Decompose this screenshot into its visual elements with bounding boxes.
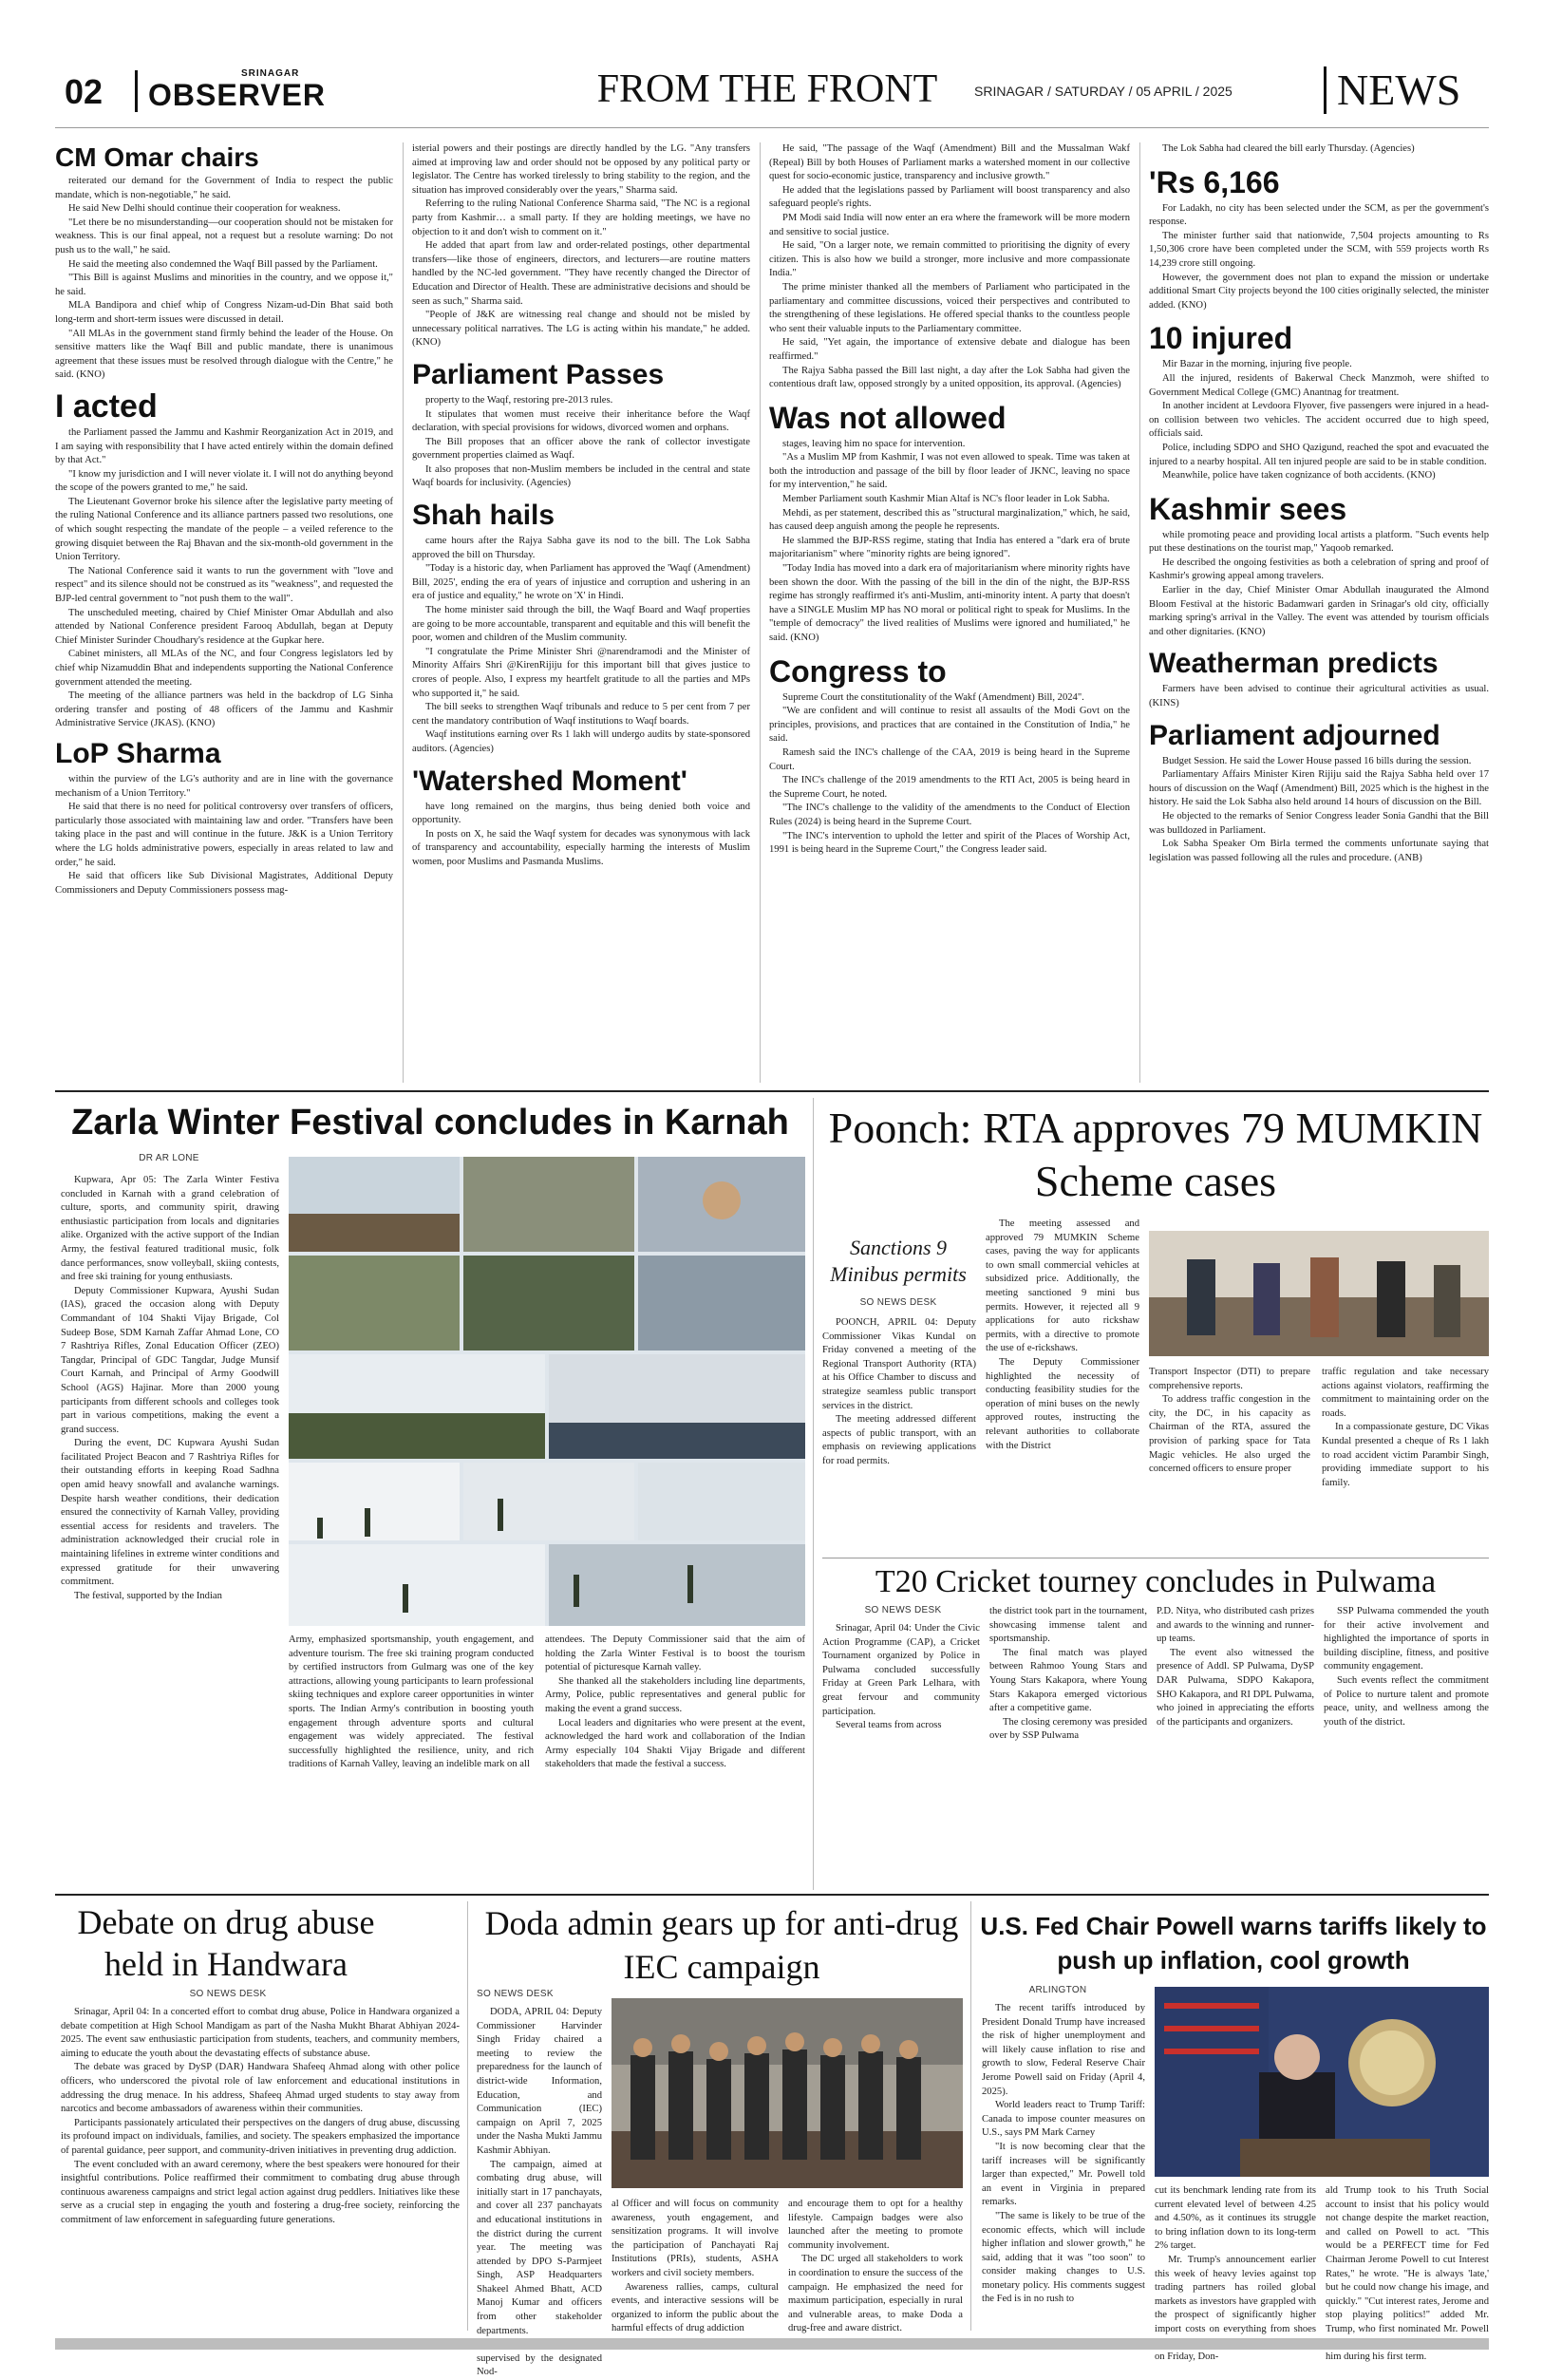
paragraph: The DC urged all stakeholders to work in coordination to ensure the success of the campaign. He emphasized the need for maximum participation, especially in rural and vulnerable areas, to make Doda a drug-free and aware district. [788, 2254, 963, 2334]
paragraph: stages, leaving him no space for intervention. [782, 438, 966, 449]
paragraph: The meeting assessed and approved 79 MUMKIN Scheme cases, paving the way for applicants to own small commercial vehicles at subsidized price. Additionally, the meeting sanctioned 9 mini bus permits. However, it rejected all 9 applications for auto rickshaw permits, with a directive to promote the use of e-rickshaws. [986, 1218, 1139, 1354]
story-congress-to [769, 691, 1130, 858]
headline-congress-to: Congress to [769, 653, 947, 689]
doda-column-a [477, 2006, 602, 2378]
paragraph: cut its benchmark lending rate from its current elevated level of between 4.25 and 4.50%, as it continues its struggle to bring inflation down to its long-term 2% target. [1155, 2185, 1316, 2252]
paragraph: The INC's challenge of the 2019 amendments to the RTI Act, 2005 is being heard in the Supreme Court, he noted. [769, 775, 1130, 800]
headline-powell: U.S. Fed Chair Powell warns tariffs likely to push up inflation, cool growth [980, 1912, 1487, 1974]
headline-parliament-adjourned: Parliament adjourned [1149, 719, 1440, 751]
paragraph: Deputy Commissioner Kupwara, Ayushi Sudan (IAS), graced the occasion along with Deputy Commandant of 104 Shakti Vijay Brigade, Col Sudeep Bose, SDM Karnah Zaffar Ahmad Lone, CO 7 Rashtriya Rifles, Zonal Education Officer (ZEO) Tangdar, Principal of GDC Tangdar, Judge Munsif Court Karnah, and Principal of Army Goodwill School (AGS) Hajinar. More than 2000 young participants from different schools and colleges took part in various competitions, making the event a grand success. [61, 1285, 279, 1435]
powell-column-a [982, 2002, 1145, 2329]
paragraph: Such events reflect the commitment of Police to nurture talent and promote peace, unity, and wellness among the youth of the district. [1324, 1674, 1489, 1728]
story-rs-6166 [1149, 202, 1489, 313]
powell-photo [1155, 1987, 1489, 2177]
story-i-acted [55, 426, 393, 731]
headline-t20: T20 Cricket tourney concludes in Pulwama [875, 1564, 1437, 1599]
paragraph: The debate was graced by DySP (DAR) Handwara Shafeeq Ahmad along with other police officers, who underscored the pivotal role of law enforcement and educational institutions in addressing the drug menace. In his address, Shafeeq Ahmad urged students to stay away from narcotics and become ambassadors of awareness within their communities. [61, 2062, 460, 2115]
footer-bar [55, 2338, 1489, 2350]
headline-cm-omar: CM Omar chairs [55, 142, 259, 172]
story-parliament-passes [412, 394, 750, 491]
story-weatherman [1149, 683, 1489, 710]
page-number: 02 [65, 72, 103, 111]
paper-name-small: SRINAGAR [241, 68, 300, 79]
paragraph: The home minister said through the bill, the Waqf Board and Waqf properties are going to be more accountable, transparent and equitable and this will benefit the poor, women and children of the Muslim community. [412, 605, 750, 644]
t20-column-b [989, 1605, 1147, 1888]
paragraph: Awareness rallies, camps, cultural events, and interactive sessions will be organized to inform the public about the harmful effects of drug addiction [612, 2281, 779, 2334]
powell-column-c [1326, 2184, 1489, 2363]
paragraph: She thanked all the stakeholders including line departments, Army, Police, public representatives and general public for making the event a grand success. [545, 1675, 805, 1714]
top-column-2 [412, 142, 750, 1083]
paragraph: Supreme Court the constitutionality of the Wakf (Amendment) Bill, 2024". [782, 691, 1084, 703]
column-rule [760, 142, 761, 1083]
paragraph: Ramesh said the INC's challenge of the CAA, 2019 is being heard in the Supreme Court. [769, 746, 1130, 772]
headline-kashmir-sees: Kashmir sees [1149, 491, 1347, 526]
t20-column-a [822, 1622, 980, 1888]
headline-parliament-passes: Parliament Passes [412, 358, 665, 390]
headline-10-injured: 10 injured [1149, 321, 1293, 356]
paragraph: It stipulates that women must receive their inheritance before the Waqf declaration, with special provisions for widows, divorced women and orphans. [412, 408, 750, 434]
paragraph: Srinagar, April 04: Under the Civic Action Programme (CAP), a Cricket Tournament organized by Police in Pulwama concluded successfully Friday at Green Park Lelhara, with great fervour and community participation. [822, 1623, 980, 1717]
paragraph: He said, "On a larger note, we remain committed to prioritising the dignity of every citizen. This is also how we build a stronger, more inclusive and more compassionate India." [769, 240, 1130, 279]
paragraph: ald Trump took to his Truth Social account to insist that his policy would not change despite the market reaction, and called on Powell to act. "This would be a PERFECT time for Fed Chairman Jerome Powell to cut Interest Rates," he wrote. "He is always 'late,' but he could now change his image, and quickly." "Cut interest rates, Jerome and stop playing politics!" added Mr. Trump, who first nominated Mr. Powell him during his first term. [1326, 2185, 1489, 2363]
paragraph: Police, including SDPO and SHO Qazigund, reached the spot and evacuated the injured to a nearby hospital. All ten injured people are said to be in stable condition. [1149, 442, 1489, 467]
masthead-divider-right [1324, 66, 1327, 114]
paragraph: "This Bill is against Muslims and minorities in the country, and we oppose it," he said. [55, 273, 393, 297]
paragraph: Army, emphasized sportsmanship, youth engagement, and adventure tourism. The free ski training program conducted by certified instructors from Gulmarg was one of the key attractions, allowing young participants to learn professional skiing techniques and explore career opportunities in winter sports. The Indian Army's contribution in boosting youth engagement through adventure sports and cultural engagement was widely appreciated. The festival successfully highlighted the resilience, unity, and rich traditions of Karnah Valley, leaving an indelible mark on all [289, 1634, 534, 1770]
paragraph: "We are confident and will continue to resist all assaults of the Modi Govt on the principles, provisions, and practices that are contained in the Constitution of India," he said. [769, 706, 1130, 745]
byline-poonch: SO NEWS DESK [859, 1297, 937, 1308]
t20-column-c [1157, 1605, 1314, 1888]
paragraph: Referring to the ruling National Conference Sharma said, "The NC is a regional party from Kashmir… a small party. If they are holding meetings, we have no objection to it and don't wish to comment on it." [412, 198, 750, 237]
story-congress-cont [1149, 142, 1489, 157]
headline-poonch: Poonch: RTA approves 79 MUMKIN Scheme cases [828, 1104, 1483, 1205]
paragraph: "The INC's intervention to uphold the letter and spirit of the Places of Worship Act, 1991 is being heard in the Supreme Court," the Congress leader said. [769, 830, 1130, 856]
paragraph: The National Conference said it wants to run the government with "love and respect" and its silence should not be construed as its "weakness", and requested the BJP-led central government to "not push them to the wall". [55, 565, 393, 605]
paragraph: DODA, APRIL 04: Deputy Commissioner Harvinder Singh Friday chaired a meeting to review the preparedness for the launch of district-wide Information, Education, and Communication (IEC) campaign on April 7, 2025 under the Nasha Mukti Jammu Kashmir Abhiyan. [477, 2007, 602, 2156]
byline-doda: SO NEWS DESK [477, 1989, 554, 1999]
paragraph: The closing ceremony was presided over by SSP Pulwama [989, 1716, 1147, 1742]
byline-debate: SO NEWS DESK [189, 1989, 267, 1999]
headline-watershed-moment: 'Watershed Moment' [412, 765, 687, 797]
paragraph: Mehdi, as per statement, described this as "structural marginalization," which, he said, has caused deep anguish among the people he represents. [769, 507, 1130, 533]
paragraph: the district took part in the tournament, showcasing immense talent and sportsmanship. [989, 1606, 1147, 1645]
top-column-4 [1149, 142, 1489, 1083]
poonch-column-c [1149, 1366, 1310, 1556]
zarla-column-c [545, 1634, 805, 1885]
paragraph: and encourage them to opt for a healthy lifestyle. Campaign badges were also launched after the meeting to promote community involvement. [788, 2199, 963, 2251]
debate-body [61, 2006, 460, 2329]
paragraph: He objected to the remarks of Senior Congress leader Sonia Gandhi that the Bill was bulldozed in Parliament. [1149, 811, 1489, 836]
dateline: SRINAGAR / SATURDAY / 05 APRIL / 2025 [974, 84, 1233, 99]
paragraph: "I know my jurisdiction and I will never violate it. I will not do anything beyond the scope of the powers granted to me," he said. [55, 468, 393, 494]
zarla-photo-collage [289, 1157, 805, 1626]
masthead-rule [55, 127, 1489, 128]
paragraph: "The same is likely to be true of the economic effects, which will include higher inflation and slower growth," he said, adding that it was "too soon" to consider making changes to U.S. monetary policy. His comments suggest the Fed is in no rush to [982, 2210, 1145, 2305]
column-rule [970, 1901, 971, 2331]
poonch-photo [1149, 1231, 1489, 1356]
paragraph: attendees. The Deputy Commissioner said that the aim of holding the Zarla Winter Festival is to boost the tourism potential of picturesque Karnah valley. [545, 1634, 805, 1673]
paragraph: Budget Session. He said the Lower House passed 16 bills during the session. [1162, 755, 1472, 766]
paragraph: "People of J&K are witnessing real change and should not be misled by unnecessary political narratives. The LG is acting within his mandate," he added. (KNO) [412, 310, 750, 349]
paragraph: All the injured, residents of Bakerwal Check Manzmoh, were shifted to Government Medical College (GMC) Anantnag for treatment. [1149, 372, 1489, 398]
paragraph: The unscheduled meeting, chaired by Chief Minister Omar Abdullah and also attended by National Conference president Farooq Abdullah, began at Deputy Chief Minister Surinder Choudhary's residence at the Gupkar here. [55, 607, 393, 646]
headline-lop-sharma: LoP Sharma [55, 737, 221, 769]
section-rule [55, 1090, 1489, 1092]
story-parliament-adjourned [1149, 755, 1489, 866]
paragraph: "As a Muslim MP from Kashmir, I was not even allowed to speak. Time was taken at both the introduction and passage of the bill by floor leader of JKNC, leaving no space for my intervention," he said. [769, 452, 1130, 491]
column-rule [467, 1901, 468, 2331]
paragraph: "I congratulate the Prime Minister Shri @narendramodi and the Minister of Minority Affairs Shri @KirenRijiju for this important bill that gives justice to crores of people. Also, I express my heartfelt gratitude to all the parties and MPs who supported it," he said. [412, 646, 750, 699]
paragraph: However, the government does not plan to expand the mission or undertake additional Smart City projects beyond the 100 cities originally selected, the minister added. (KNO) [1149, 272, 1489, 311]
story-was-not-allowed [769, 438, 1130, 646]
paragraph: It also proposes that non-Muslim members be included in the central and state Waqf boards for inclusivity. (Agencies) [412, 463, 750, 489]
story-kashmir-sees [1149, 529, 1489, 640]
paper-name: OBSERVER [148, 78, 327, 112]
paragraph: property to the Waqf, restoring pre-2013 rules. [425, 394, 613, 406]
paragraph: The event also witnessed the presence of Addl. SP Pulwama, DySP DAR Pulwama, SDPO Kakapora, SHO Kakapora, and RI DPL Pulwama, who joined in appreciating the efforts of the participants and organizers. [1157, 1647, 1314, 1728]
story-cm-omar [55, 175, 393, 383]
paragraph: Meanwhile, police have taken cognizance of both accidents. (KNO) [1162, 470, 1436, 482]
paragraph: Cabinet ministers, all MLAs of the NC, and four Congress legislators led by chief whip Nizamuddin Bhat and independents supporting the National Conference government attended the meeting. [55, 649, 393, 688]
paragraph: He described the ongoing festivities as both a celebration of spring and proof of Kashmir's growing appeal among travelers. [1149, 557, 1489, 582]
paragraph: The Rajya Sabha passed the Bill last night, a day after the Lok Sabha had given the contentious draft law, opposed strongly by a united opposition, its approval. (Agencies) [769, 365, 1130, 390]
paragraph: within the purview of the LG's authority and are in line with the governance mechanism of a Union Territory." [55, 773, 393, 799]
zarla-column-a [61, 1174, 279, 1886]
paragraph: He said, "The passage of the Waqf (Amendment) Bill and the Mussalman Wakf (Repeal) Bill by both Houses of Parliament marks a watershed moment in our collective quest for socio-economic justice, transparency and inclusive growth." [769, 143, 1130, 182]
paragraph: "It is now becoming clear that the tariff increases will be significantly larger than expected," Mr. Powell told an event in Virginia in prepared remarks. [982, 2141, 1145, 2208]
story-watershed-cont [769, 142, 1130, 392]
headline-shah-hails: Shah hails [412, 500, 555, 532]
paragraph: PM Modi said India will now enter an era where the framework will be more modern and sensitive to social justice. [769, 212, 1130, 237]
masthead [55, 61, 1489, 120]
paragraph: supervised by the designated Nod- [477, 2352, 602, 2378]
story-watershed-moment [412, 801, 750, 870]
headline-was-not-allowed: Was not allowed [769, 400, 1007, 435]
paragraph: He said New Delhi should continue their cooperation for weakness. [68, 203, 341, 215]
collage-image [289, 1157, 805, 1626]
paragraph: During the event, DC Kupwara Ayushi Sudan facilitated Project Beacon and 7 Rashtriya Rifles for their outstanding efforts in keeping Road Sadhna open amid heavy snowfall and avalanche warnings. Despite harsh weather conditions, their dedication ensured the connectivity of Karnah Valley, providing essential access for residents and travelers. The administration acknowledged their crucial role in maintaining lifelines in extreme winter conditions and expressed gratitude for their unwavering commitment. [61, 1438, 279, 1588]
paragraph: came hours after the Rajya Sabha gave its nod to the bill. The Lok Sabha approved the bill on Thursday. [412, 536, 750, 560]
paragraph: Earlier in the day, Chief Minister Omar Abdullah inaugurated the Almond Bloom Festival at the historic Badamwari garden in Srinagar's old city, officially marking spring's arrival in the Valley. The event was attended by tourism officials and other dignitaries. (KNO) [1149, 585, 1489, 637]
paragraph: He said the meeting also condemned the Waqf Bill passed by the Parliament. [68, 258, 378, 270]
paragraph: The Bill proposes that an officer above the rank of collector investigate government properties claimed as Waqf. [412, 436, 750, 462]
paragraph: The festival, supported by the Indian [74, 1590, 222, 1601]
subhead-poonch: Sanctions 9 Minibus permits [830, 1236, 967, 1286]
paragraph: Srinagar, April 04: In a concerted effort to combat drug abuse, Police in Handwara organized a debate competition at High School Mandigam as part of the Nasha Mukht Bharat Abhiyan 2024-2025. The event saw enthusiastic participation from students, teachers, and community members, aiming to educate the youth about the devastating effects of substance abuse. [61, 2007, 460, 2059]
paragraph: SSP Pulwama commended the youth for their active involvement and highlighted the importance of sports in building discipline, fitness, and positive community engagement. [1324, 1606, 1489, 1672]
powell-image [1155, 1987, 1489, 2177]
paragraph: traffic regulation and take necessary actions against violators, reaffirming the commitment to maintaining order on the roads. [1322, 1367, 1489, 1419]
paragraph: The final match was played between Rahmoo Young Stars and Young Stars Kakapora, where Young Stars Kakapora emerged victorious after a competitive game. [989, 1647, 1147, 1714]
paragraph: have long remained on the margins, thus being denied both voice and opportunity. [412, 801, 750, 826]
poonch-column-d [1322, 1366, 1489, 1556]
paragraph: He added that apart from law and order-related postings, other departmental transfers—like those of engineers, directors, and lecturers—are routine matters handled by the NC-led government. "They have recently changed the Director of Education and Director of Health. These are administrative decisions and should be seen as such," Sharma said. [412, 240, 750, 307]
paragraph: Transport Inspector (DTI) to prepare comprehensive reports. [1149, 1367, 1310, 1391]
paragraph: "The INC's challenge to the validity of the amendments to the Conduct of Election Rules (2024) is being heard in the Supreme Court. [769, 803, 1130, 827]
paragraph: The prime minister thanked all the members of Parliament who participated in the parliamentary and committee discussions, voiced their perspectives and contributed to the strengthening of these legislations. He offered special thanks to the countless people who sent their valuable inputs to the Parliamentary committee. [769, 281, 1130, 334]
paragraph: Lok Sabha Speaker Om Birla termed the comments unfortunate saying that legislation was passed following all the rules and procedure. (ANB) [1149, 839, 1489, 863]
story-lop-sharma [55, 773, 393, 897]
paragraph: Waqf institutions earning over Rs 1 lakh will undergo audits by state-sponsored auditors. (Agencies) [412, 729, 750, 754]
paragraph: al Officer and will focus on community awareness, youth engagement, and sensitization programs. It will involve the participation of Panchayati Raj Institutions (PRIs), students, ASHA workers and civil society members. [612, 2199, 779, 2278]
paragraph: "All MLAs in the government stand firmly behind the leader of the House. On sensitive matters like the Waqf Bill and public mandate, there is unanimous agreement that these issues must be resolved through dialogue with the Centre," he said. (KNO) [55, 328, 393, 381]
paragraph: The bill seeks to strengthen Waqf tribunals and reduce to 5 per cent from 7 per cent the mandatory contribution of Waqf institutions to Waqf boards. [412, 702, 750, 727]
paragraph: He said that officers like Sub Divisional Magistrates, Additional Deputy Commissioners and Deputy Commissioners possess mag- [55, 871, 393, 896]
story-10-injured [1149, 358, 1489, 482]
story-shah-hails [412, 535, 750, 757]
paragraph: The Lok Sabha had cleared the bill early Thursday. (Agencies) [1162, 143, 1415, 154]
paragraph: while promoting peace and providing local artists a platform. "Such events help put these destinations on the tourist map," Yaqoob remarked. [1149, 529, 1489, 555]
headline-i-acted: I acted [55, 387, 158, 425]
paragraph: The event concluded with an award ceremony, where the best speakers were honoured for their insightful contributions. Police reaffirmed their commitment to combating drug abuse through continuous awareness campaigns and strict legal action against drug peddlers. Initiatives like these serve as a crucial step in engaging the youth and fostering a drug-free society, reinforcing the commitment of law enforcement in safeguarding future generations. [61, 2159, 460, 2225]
story-lop-sharma-cont [412, 142, 750, 350]
paragraph: Member Parliament south Kashmir Mian Altaf is NC's floor leader in Lok Sabha. [782, 494, 1110, 505]
section-title-right: NEWS [1337, 66, 1461, 114]
poonch-column-b [986, 1218, 1139, 1556]
doda-photo [612, 1998, 963, 2188]
paragraph: The meeting of the alliance partners was held in the backdrop of LG Sinha ordering transfer and posting of 48 officers of the Jammu and Kashmir Administrative Service (JKAS). (KNO) [55, 690, 393, 729]
column-rule [403, 142, 404, 1083]
poonch-column-a [822, 1316, 976, 1554]
paragraph: reiterated our demand for the Government of India to respect the public mandate, which is non-negotiable," he said. [55, 176, 393, 200]
t20-column-d [1324, 1605, 1489, 1888]
paragraph: In another incident at Levdoora Flyover, five passengers were injured in a head-on collision between two vehicles. The accident occurred due to high speed, officials said. [1149, 401, 1489, 440]
paragraph: Mir Bazar in the morning, injuring five people. [1162, 359, 1352, 370]
paragraph: "Today India has moved into a dark era of majoritarianism where minority rights have been shown the door. With the passing of the bill in the din of the night, the BJP-RSS regime has strongly reaffirmed it's anti-Muslim, anti-minority intent. A party that doesn't have a SINGLE Muslim MP has NO moral or political right to speak for Muslims. In the "temple of democracy" the lived realities of Muslims were ignored and humiliated," he said. (KNO) [769, 563, 1130, 643]
paragraph: For Ladakh, no city has been selected under the SCM, as per the government's response. [1149, 202, 1489, 228]
paragraph: The minister further said that nationwide, 7,504 projects amounting to Rs 1,50,306 crore have been completed under the SCM, with 559 projects worth Rs 14,239 crore still ongoing. [1149, 230, 1489, 269]
zarla-column-b [289, 1634, 534, 1885]
headline-doda: Doda admin gears up for anti-drug IEC campaign [484, 1904, 959, 1986]
headline-zarla: Zarla Winter Festival concludes in Karnah [71, 1103, 789, 1143]
paragraph: The Lieutenant Governor broke his silence after the legislative party meeting of the ruling National Conference and its alliance partners passed two resolutions, one of which sought respecting the mandate of the people – a veiled reference to the growing disquiet between the Raj Bhavan and the six-month-old government in the Union Territory. [55, 496, 393, 563]
powell-column-b [1155, 2184, 1316, 2363]
paragraph: MLA Bandipora and chief whip of Congress Nizam-ud-Din Bhat said both long-term and short-term issues were discussed in detail. [55, 300, 393, 325]
paragraph: isterial powers and their postings are directly handled by the LG. "Any transfers aimed at improving law and order should not be opposed by any political party or legislator. The Centre has worked tirelessly to bring stability to the region, and the situation has improved considerably over the years," Sharma said. [412, 143, 750, 196]
top-column-3 [769, 142, 1130, 1083]
paragraph: Kupwara, Apr 05: The Zarla Winter Festiva concluded in Karnah with a grand celebration of culture, sports, and community spirit, drawing enthusiastic participation from locals and dignitaries alike. Organized with the active support of the Indian Army, the festival featured traditional music, folk dance performances, snow volleyball, skiing contests, and free ski training for young enthusiasts. [61, 1175, 279, 1283]
paragraph: Several teams from across [836, 1720, 942, 1731]
byline-zarla: DR AR LONE [139, 1153, 199, 1163]
paragraph: He added that the legislations passed by Parliament will boost transparency and also safeguard people's rights. [769, 184, 1130, 210]
paragraph: "Let there be no misunderstanding—our cooperation should not be mistaken for weakness. This is our final appeal, not a request but a resolute warning: Do not push us to the wall," he said. [55, 217, 393, 255]
paragraph: He slammed the BJP-RSS regime, stating that India has entered a "dark era of brute majoritarianism" where "minority rights are being ignored". [769, 535, 1130, 560]
headline-debate: Debate on drug abuse held in Handwara [77, 1903, 375, 1983]
paragraph: To address traffic congestion in the city, the DC, in his capacity as Chairman of the RTA, assured the provision of parking space for Tata Magic vehicles. He also urged the concerned officers to ensure proper [1149, 1394, 1310, 1475]
paragraph: "Today is a historic day, when Parliament has approved the 'Waqf (Amendment) Bill, 2025', ending the era of years of injustice and corruption and ushering in an era of justice and equality," he wrote on 'X' in Hindi. [412, 563, 750, 602]
paragraph: Local leaders and dignitaries who were present at the event, acknowledged the hard work and collaboration of the Indian Army especially 104 Shakti Vijay Brigade and different stakeholders that made the festival a success. [545, 1717, 805, 1770]
paragraph: The meeting addressed different aspects of public transport, with an emphasis on reviewing applications for road permits. [822, 1414, 976, 1466]
section-rule [55, 1894, 1489, 1896]
doda-column-c [788, 2198, 963, 2334]
byline-t20: SO NEWS DESK [864, 1605, 942, 1615]
paragraph: The recent tariffs introduced by President Donald Trump have increased the risk of higher unemployment and will likely cause inflation to rise and growth to slow, Federal Reserve Chair Jerome Powell said on Friday (April 4, 2025). [982, 2003, 1145, 2097]
top-column-1 [55, 142, 393, 1083]
paragraph: The Deputy Commissioner highlighted the necessity of conducting feasibility studies for the operation of mini buses on the newly approved routes, instructing the relevant authorities to collaborate with the District [986, 1356, 1139, 1451]
paragraph: P.D. Nitya, who distributed cash prizes and awards to the winning and runner-up teams. [1157, 1606, 1314, 1645]
paragraph: Mr. Trump's announcement earlier this week of heavy levies against top trading partners has roiled global markets as investors have grappled with the prospect of significantly higher import costs on everything from shoes on Friday, Don- [1155, 2254, 1316, 2363]
paragraph: He said, "Yet again, the importance of extensive debate and dialogue has been reaffirmed." [769, 337, 1130, 362]
poonch-image [1149, 1231, 1489, 1356]
column-rule [1139, 142, 1140, 1083]
headline-rs-6166: 'Rs 6,166 [1149, 164, 1280, 199]
paragraph: He said that there is no need for political controversy over transfers of officers, particularly those associated with maintaining law and order. "Transfers have been taking place in the past and will continue in the future. J&K is a Union Territory where the LG holds administrative powers, especially in areas related to law and order," he said. [55, 802, 393, 868]
headline-weatherman: Weatherman predicts [1149, 648, 1439, 680]
paragraph: World leaders react to Trump Tariff: Canada to impose counter measures on U.S., says PM Mark Carney [982, 2100, 1145, 2139]
paragraph: In a compassionate gesture, DC Vikas Kundal presented a cheque of Rs 1 lakh to road accident victim Parambir Singh, providing immediate support to his family. [1322, 1422, 1489, 1488]
column-rule [813, 1098, 814, 1890]
doda-image [612, 1998, 963, 2188]
section-title-center: FROM THE FRONT [596, 67, 938, 111]
paragraph: Parliamentary Affairs Minister Kiren Rijiju said the Rajya Sabha held over 17 hours of discussion on the Waqf (Amendment) Bill, 2025 which is the highest in the history. He said the Lok Sabha also held around 14 hours of discussion on the Bill. [1149, 769, 1489, 808]
paragraph: POONCH, APRIL 04: Deputy Commissioner Vikas Kundal on Friday convened a meeting of the Regional Transport Authority (RTA) at his Office Chamber to discuss and strategize seamless public transport services in the district. [822, 1317, 976, 1411]
paragraph: The campaign, aimed at combating drug abuse, will initially start in 17 panchayats, and cover all 237 panchayats and educational institutions in the district during the current year. The meeting was attended by DPO S-Parmjeet Singh, ASP Headquarters Shakeel Ahmed Bhatt, ACD Manoj Kumar and officers from other stakeholder departments. [477, 2159, 602, 2336]
doda-column-b [612, 2198, 779, 2334]
masthead-divider [135, 70, 138, 112]
paragraph: Farmers have been advised to continue their agricultural activities as usual. (KINS) [1149, 684, 1489, 709]
byline-powell: ARLINGTON [1028, 1985, 1087, 1995]
paragraph: In posts on X, he said the Waqf system for decades was synonymous with lack of transparency and accountability, especially harming the interests of Muslim women, poor Muslims and Pasmanda Muslims. [412, 828, 750, 867]
paragraph: the Parliament passed the Jammu and Kashmir Reorganization Act in 2019, and I am saying with responsibility that I have acted entirely within the domain defined by that Act." [55, 426, 393, 466]
paragraph: Participants passionately articulated their perspectives on the dangers of drug abuse, discussing its profound impact on individuals, families, and society. The speakers emphasized the importance of parental guidance, peer support, and community-driven initiatives in preventing drug addiction. [61, 2117, 460, 2156]
